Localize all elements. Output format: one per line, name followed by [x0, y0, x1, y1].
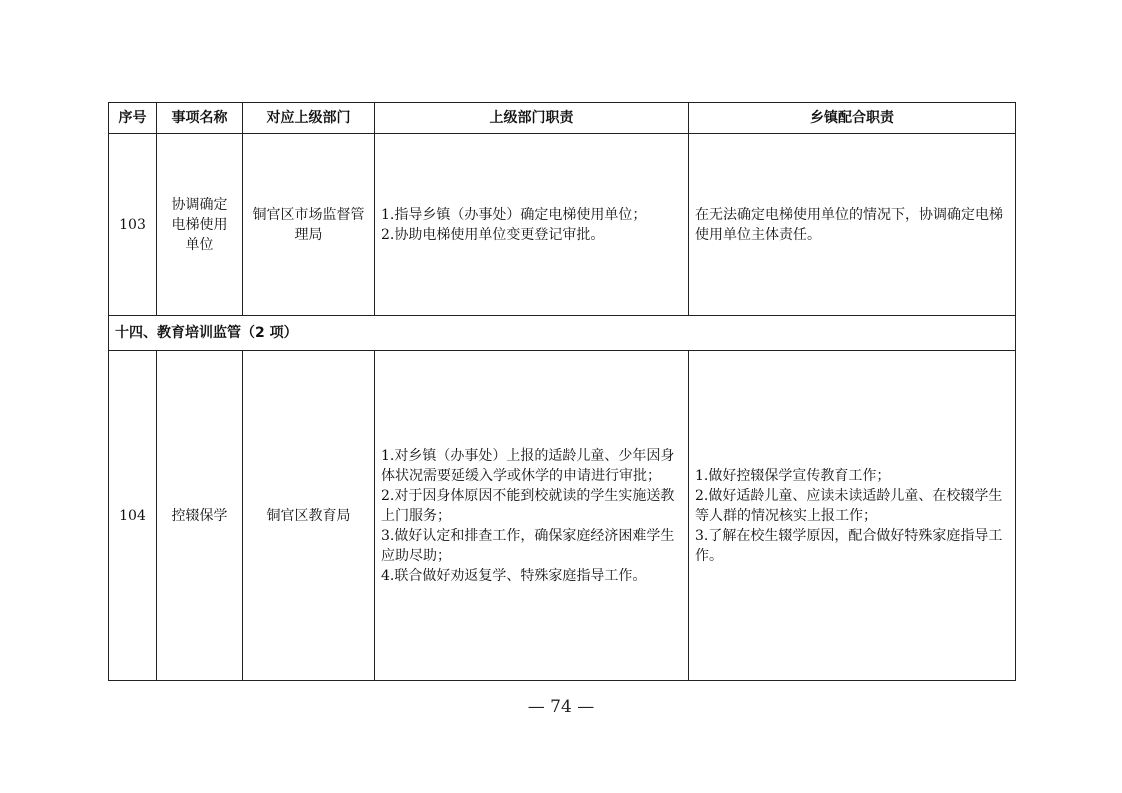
upper-dept: 铜官区市场监督管理局 — [243, 134, 375, 316]
header-item-name: 事项名称 — [157, 103, 243, 134]
header-no: 序号 — [109, 103, 157, 134]
duty-line: 在无法确定电梯使用单位的情况下，协调确定电梯使用单位主体责任。 — [695, 206, 1003, 243]
duty-line: 1.指导乡镇（办事处）确定电梯使用单位； — [381, 206, 647, 223]
section-title: 十四、教育培训监管（2 项） — [109, 316, 1016, 351]
page-number: — 74 — — [527, 697, 595, 717]
row-number: 103 — [109, 134, 157, 316]
header-upper-dept: 对应上级部门 — [243, 103, 375, 134]
item-name: 协调确定电梯使用单位 — [157, 134, 243, 316]
duty-line: 4.联合做好劝返复学、特殊家庭指导工作。 — [381, 567, 647, 584]
table-header-row — [109, 103, 1016, 134]
upper-duties — [375, 134, 689, 316]
duty-line: 3.做好认定和排查工作，确保家庭经济困难学生应助尽助； — [381, 527, 675, 564]
item-name: 控辍保学 — [157, 351, 243, 681]
upper-duties — [375, 351, 689, 681]
responsibility-table — [108, 102, 1016, 681]
town-duties — [689, 134, 1016, 316]
header-town-duties: 乡镇配合职责 — [689, 103, 1016, 134]
table-row — [109, 351, 1016, 681]
duty-line: 1.对乡镇（办事处）上报的适龄儿童、少年因身体状况需要延缓入学或休学的申请进行审批； — [381, 447, 675, 484]
upper-dept: 铜官区教育局 — [243, 351, 375, 681]
duty-line: 1.做好控辍保学宣传教育工作； — [695, 467, 891, 484]
duty-line: 3.了解在校生辍学原因，配合做好特殊家庭指导工作。 — [695, 527, 1003, 564]
row-number: 104 — [109, 351, 157, 681]
duty-line: 2.做好适龄儿童、应读未读适龄儿童、在校辍学生等人群的情况核实上报工作； — [695, 487, 1003, 524]
table-row — [109, 134, 1016, 316]
town-duties — [689, 351, 1016, 681]
section-row — [109, 316, 1016, 351]
duty-line: 2.对于因身体原因不能到校就读的学生实施送教上门服务； — [381, 487, 675, 524]
duty-line: 2.协助电梯使用单位变更登记审批。 — [381, 226, 605, 243]
header-upper-duties: 上级部门职责 — [375, 103, 689, 134]
